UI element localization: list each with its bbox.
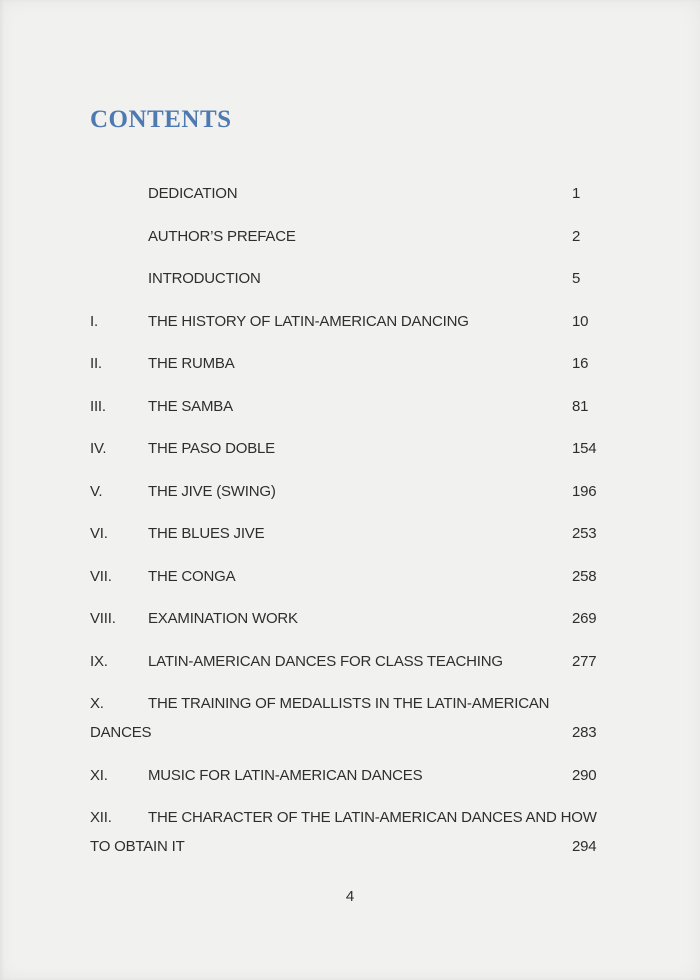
toc-entry-line bbox=[90, 562, 620, 591]
toc-entry-title: THE CONGA bbox=[148, 567, 236, 585]
toc-entry-numeral: VII. bbox=[90, 567, 112, 585]
toc-entry-page-number: 290 bbox=[572, 766, 597, 784]
toc-entry-page-number: 258 bbox=[572, 567, 597, 585]
table-of-contents bbox=[90, 179, 620, 875]
toc-entry-numeral: IX. bbox=[90, 652, 108, 670]
toc-entry-title: AUTHOR’S PREFACE bbox=[148, 227, 296, 245]
toc-entry-line bbox=[90, 761, 620, 790]
toc-entry bbox=[90, 761, 620, 790]
toc-entry bbox=[90, 434, 620, 463]
toc-entry-line bbox=[90, 647, 620, 676]
toc-entry-numeral: VIII. bbox=[90, 610, 116, 627]
toc-entry bbox=[90, 264, 620, 293]
toc-entry bbox=[90, 803, 620, 861]
toc-entry-page-number: 294 bbox=[572, 838, 597, 855]
toc-entry-numeral: IV. bbox=[90, 440, 107, 457]
toc-entry-title: THE RUMBA bbox=[148, 355, 235, 372]
toc-entry-line-continuation bbox=[90, 832, 620, 861]
toc-entry-title: THE JIVE (SWING) bbox=[148, 482, 276, 500]
toc-entry-title: MUSIC FOR LATIN-AMERICAN DANCES bbox=[148, 766, 423, 784]
toc-entry bbox=[90, 519, 620, 548]
toc-entry-line bbox=[90, 222, 620, 251]
toc-entry-title-continuation: TO OBTAIN IT bbox=[90, 838, 185, 855]
toc-entry-page-number: 81 bbox=[572, 397, 589, 415]
toc-entry-page-number: 16 bbox=[572, 355, 589, 372]
toc-entry-title: DEDICATION bbox=[148, 185, 238, 202]
toc-entry bbox=[90, 604, 620, 633]
toc-entry-line bbox=[90, 264, 620, 293]
toc-entry-numeral: II. bbox=[90, 355, 102, 372]
toc-entry-line bbox=[90, 349, 620, 378]
toc-entry bbox=[90, 562, 620, 591]
toc-entry-page-number: 10 bbox=[572, 312, 589, 330]
toc-entry-title: THE PASO DOBLE bbox=[148, 440, 275, 457]
toc-entry bbox=[90, 392, 620, 421]
contents-heading: CONTENTS bbox=[90, 106, 232, 133]
toc-entry-line bbox=[90, 392, 620, 421]
toc-entry-page-number: 283 bbox=[572, 724, 597, 741]
toc-entry-numeral: XII. bbox=[90, 809, 112, 826]
toc-entry-numeral: V. bbox=[90, 482, 103, 500]
toc-entry-line-continuation bbox=[90, 718, 620, 747]
toc-entry bbox=[90, 222, 620, 251]
toc-entry bbox=[90, 307, 620, 336]
toc-entry-title: THE CHARACTER OF THE LATIN-AMERICAN DANCES AND HOW bbox=[148, 809, 597, 826]
toc-entry-numeral: X. bbox=[90, 695, 104, 712]
toc-entry bbox=[90, 689, 620, 747]
toc-entry-page-number: 269 bbox=[572, 610, 597, 627]
toc-entry bbox=[90, 647, 620, 676]
toc-entry-page-number: 154 bbox=[572, 440, 597, 457]
toc-entry-page-number: 253 bbox=[572, 525, 597, 542]
toc-entry-title: LATIN-AMERICAN DANCES FOR CLASS TEACHING bbox=[148, 652, 503, 670]
toc-entry-numeral: I. bbox=[90, 312, 98, 330]
toc-entry-numeral: III. bbox=[90, 397, 106, 415]
toc-entry-page-number: 2 bbox=[572, 227, 581, 245]
toc-entry-title: THE TRAINING OF MEDALLISTS IN THE LATIN-AMERICAN bbox=[148, 695, 550, 712]
toc-entry bbox=[90, 179, 620, 208]
toc-entry-page-number: 5 bbox=[572, 270, 581, 287]
toc-entry-numeral: XI. bbox=[90, 766, 108, 784]
toc-entry-line bbox=[90, 434, 620, 463]
toc-entry-page-number: 196 bbox=[572, 482, 597, 500]
toc-entry-line bbox=[90, 477, 620, 506]
toc-entry-line bbox=[90, 179, 620, 208]
toc-entry-line bbox=[90, 307, 620, 336]
toc-entry-title-continuation: DANCES bbox=[90, 724, 152, 741]
toc-entry-title: INTRODUCTION bbox=[148, 270, 261, 287]
toc-entry-page-number: 1 bbox=[572, 185, 581, 202]
toc-entry-line bbox=[90, 519, 620, 548]
toc-entry-title: THE SAMBA bbox=[148, 397, 233, 415]
toc-entry-page-number: 277 bbox=[572, 652, 597, 670]
toc-entry-numeral: VI. bbox=[90, 525, 108, 542]
toc-entry-title: THE HISTORY OF LATIN-AMERICAN DANCING bbox=[148, 312, 469, 330]
toc-entry-line bbox=[90, 689, 620, 718]
toc-entry-title: THE BLUES JIVE bbox=[148, 525, 265, 542]
toc-entry bbox=[90, 477, 620, 506]
toc-entry bbox=[90, 349, 620, 378]
toc-entry-line bbox=[90, 604, 620, 633]
toc-entry-title: EXAMINATION WORK bbox=[148, 610, 298, 627]
page-number-footer: 4 bbox=[345, 888, 355, 905]
toc-entry-line bbox=[90, 803, 620, 832]
